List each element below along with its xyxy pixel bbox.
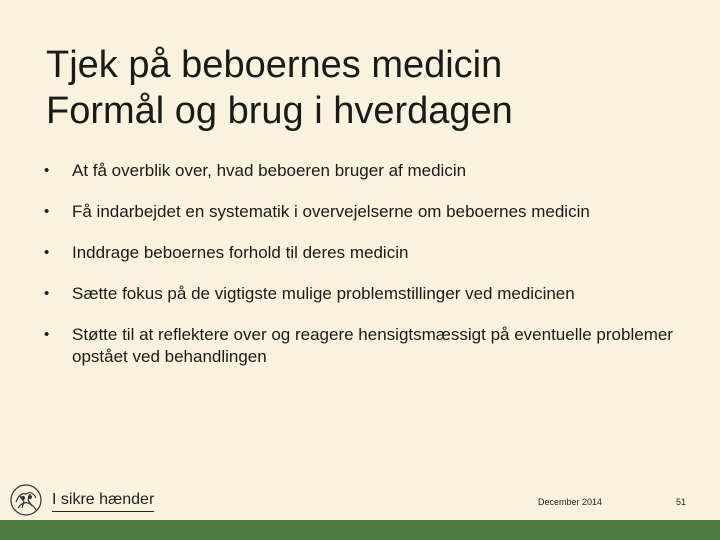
- footer-date: December 2014: [538, 497, 603, 507]
- bullet-item: [42, 242, 702, 264]
- bullet-text: At få overblik over, hvad beboeren bruger af medicin: [72, 161, 467, 180]
- bullet-item: [42, 201, 702, 223]
- bullet-list: [42, 160, 702, 387]
- bottom-bar: [0, 520, 720, 540]
- title-line-2: Formål og brug i hverdagen: [46, 90, 513, 132]
- bullet-text: Sætte fokus på de vigtigste mulige problemstillinger ved medicinen: [72, 284, 575, 303]
- bullet-dot: •: [44, 285, 50, 302]
- bullet-dot: •: [44, 203, 50, 220]
- bullet-dot: •: [44, 326, 50, 343]
- bullet-item: [42, 324, 702, 368]
- logo-emblem-icon: [8, 482, 44, 518]
- footer-logo: [8, 482, 168, 518]
- bullet-text: Få indarbejdet en systematik i overvejelserne om beboernes medicin: [72, 202, 590, 221]
- bullet-dot: •: [44, 162, 50, 179]
- page-number: 51: [676, 497, 687, 507]
- bullet-text: Støtte til at reflektere over og reagere hensigtsmæssigt på eventuelle problemer opstået ved behandlingen: [72, 325, 673, 366]
- bullet-dot: •: [44, 244, 50, 261]
- bullet-item: [42, 283, 702, 305]
- bullet-item: [42, 160, 702, 182]
- logo-text: I sikre hænder: [52, 490, 154, 512]
- title-line-1: Tjek på beboernes medicin: [46, 44, 503, 86]
- bullet-text: Inddrage beboernes forhold til deres medicin: [72, 243, 409, 262]
- slide-title: [46, 42, 696, 134]
